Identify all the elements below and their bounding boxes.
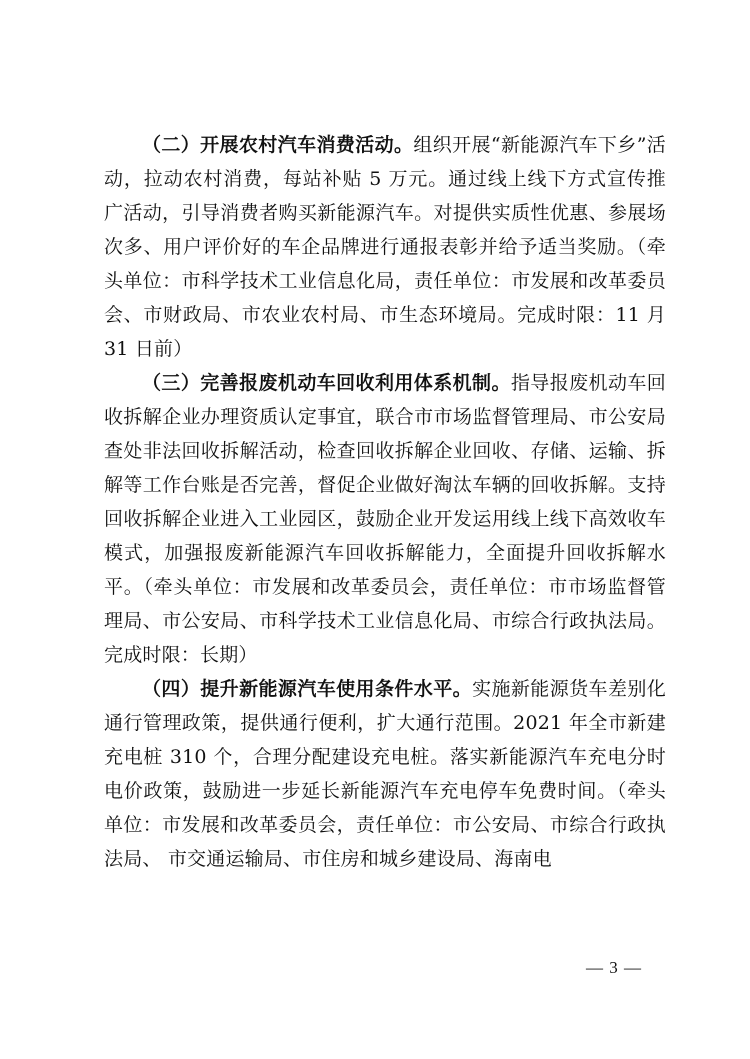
section-paragraph-4	[104, 672, 666, 876]
document-body	[104, 128, 666, 876]
section-paragraph-3	[104, 366, 666, 672]
section-body-2: 组织开展“新能源汽车下乡”活动，拉动农村消费，每站补贴 5 万元。通过线上线下方式宣传推广活动，引导消费者购买新能源汽车。对提供实质性优惠、参展场次多、用户评价好的车企品牌进行通报表彰并给予适当奖励。（牵头单位：市科学技术工业信息化局，责任单位：市发展和改革委员会、市财政局、市农业农村局、市生态环境局。完成时限：11 月 31 日前）	[104, 134, 666, 360]
section-body-4: 实施新能源货车差别化通行管理政策，提供通行便利，扩大通行范围。2021 年全市新建充电桩 310 个，合理分配建设充电桩。落实新能源汽车充电分时电价政策，鼓励进一步延长新能源汽车充电停车免费时间。（牵头单位：市发展和改革委员会，责任单位：市公安局、市综合行政执法局、 市交通运输局、市住房和城乡建设局、海南电	[104, 678, 666, 870]
section-heading-3: （三）完善报废机动车回收利用体系机制。	[142, 372, 511, 394]
section-paragraph-2	[104, 128, 666, 366]
page-number: — 3 —	[586, 958, 642, 977]
section-heading-4: （四）提升新能源汽车使用条件水平。	[142, 678, 473, 700]
section-body-3: 指导报废机动车回收拆解企业办理资质认定事宜，联合市市场监督管理局、市公安局查处非法回收拆解活动，检查回收拆解企业回收、存储、运输、拆解等工作台账是否完善，督促企业做好淘汰车辆的回收拆解。支持回收拆解企业进入工业园区，鼓励企业开发运用线上线下高效收车模式，加强报废新能源汽车回收拆解能力，全面提升回收拆解水平。（牵头单位：市发展和改革委员会，责任单位：市市场监督管理局、市公安局、市科学技术工业信息化局、市综合行政执法局。完成时限：长期）	[104, 372, 666, 666]
section-heading-2: （二）开展农村汽车消费活动。	[142, 134, 414, 156]
